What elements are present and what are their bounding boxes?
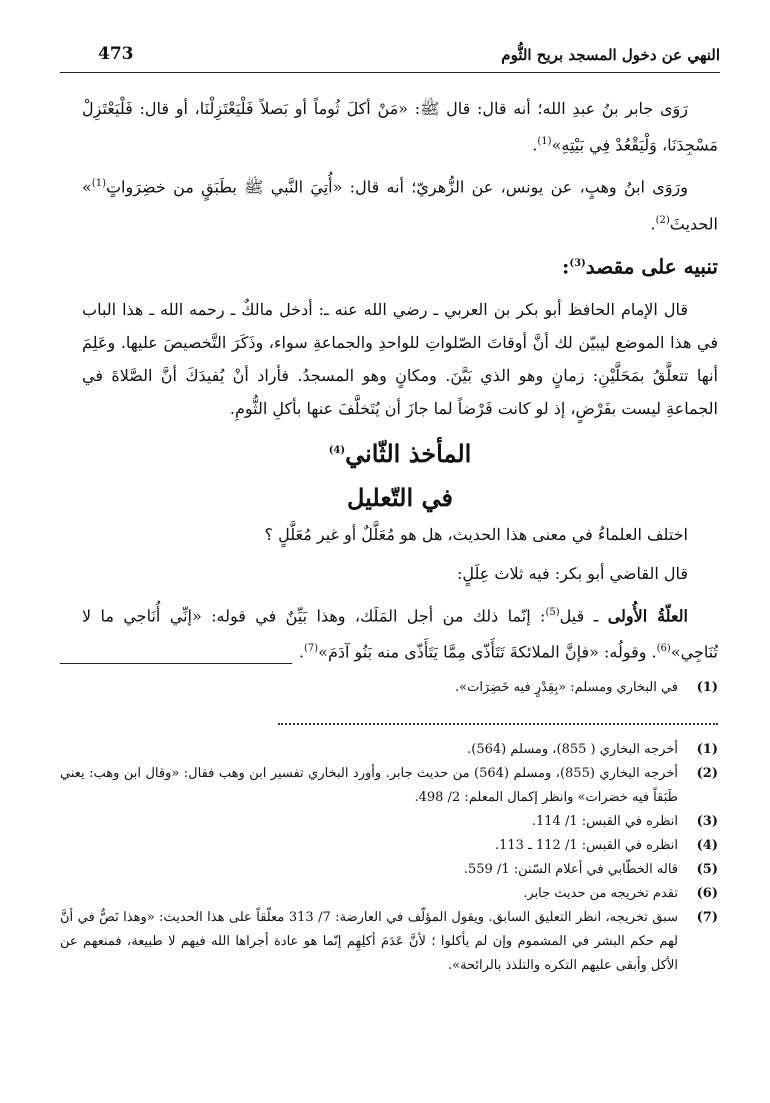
paragraph-text: رَوَى جابر بنُ عبدِ الله؛ أنه قال: قال ﷺ: «مَنْ أكلَ ثُوماً أو بَصلاً فَلْيَعْتَزِلْنَا، أو قال: فَلْيَعْتَزِلْ مَسْجِدَنَا، وَلْيَقْعُدْ فِي بَيْتِهِ» xyxy=(82,99,718,155)
footnote-ref: (2) xyxy=(655,214,670,226)
footnote-ref: (6) xyxy=(656,642,671,654)
footnote-number: (3) xyxy=(696,814,718,829)
footnote-item xyxy=(60,738,718,762)
footnote-ref: (5) xyxy=(545,606,560,618)
footnote-ref: (7) xyxy=(303,642,319,654)
section-title-second xyxy=(82,431,718,474)
paragraph-text: . xyxy=(298,642,304,662)
footnote-text: قاله الخطّابي في أعلام السّنن: 1/ 559. xyxy=(463,862,678,877)
footnotes-editor xyxy=(60,738,718,978)
footnote-text: في البخاري ومسلم: «بِقِدْرٍ فيه خَضِرَات». xyxy=(455,680,678,695)
paragraph-hadith-zuhri xyxy=(82,167,718,240)
footnote-ref: (1) xyxy=(91,178,106,190)
first-cause-label: العلّةُ الأُولى xyxy=(607,605,688,625)
main-text xyxy=(82,92,718,674)
footnote-item xyxy=(60,858,718,882)
paragraph-text: ـ قيل xyxy=(559,605,608,625)
footnote-text: أخرجه البخاري ( 855)، ومسلم (564). xyxy=(467,742,678,757)
page-header xyxy=(60,42,720,73)
paragraph-text: : إنّما ذلك من أجل المَلَك، وهذا بَيِّنٌ في قوله: «إنِّي أُنَاجي ما لا تُنَاجِي» xyxy=(82,605,718,662)
footnote-ref: (3) xyxy=(569,257,586,269)
footnote-item xyxy=(60,810,718,834)
footnote-text: أخرجه البخاري (855)، ومسلم (564) من حديث جابر. وأورد البخاري تفسير ابن وهب فقال: «وقال ابن وهب: يعني طَبَقاً فيه خضرات» وانظر إكمال المعلم: 2/ 498. xyxy=(60,766,678,805)
paragraph-text: . xyxy=(650,213,656,233)
paragraph-ibn-arabi: قال الإمام الحافظ أبو بكر بن العربي ـ رضي الله عنه ـ: أدخل مالكٌ ـ رحمه الله ـ هذا الباب في هذا الموضع ليبيّن لك أنَّ أوقاتَ الصّلواتِ للواحدِ والجماعةِ سواء، وذَكَرَ التَّخصيصَ عليها. وعَلِمَ أنها تتعلَّقُ بمَحَلَّيْنِ: زمانٍ وهو الذي بَيَّنَ. ومكانٍ وهو المسجدُ. فأراد أنْ يُفيدَكَ أنَّ الصَّلاةَ في الجماعةِ ليست بفَرْضٍ، إذ لو كانت فَرْضاً لما جازَ أن يُتَخلَّفَ عنها بأكلِ الثُّومِ. xyxy=(82,299,718,418)
paragraph-disagreement: اختلف العلماءُ في معنى هذا الحديث، هل هو مُعَلَّلٌ أو غير مُعَلَّلٍ ؟ xyxy=(264,524,688,544)
footnote-item xyxy=(60,882,718,906)
footnote-number: (4) xyxy=(696,838,718,853)
paragraph-three-causes: قال القاضي أبو بكر: فيه ثلاث عِلَلٍ: xyxy=(456,563,688,583)
footnote-number: (1) xyxy=(696,680,718,695)
heading-text: تنبيه على مقصد xyxy=(585,254,718,279)
footnote-dotted-divider xyxy=(278,723,718,725)
paragraph-text: ورَوَى ابنُ وهبٍ، عن يونس، عن الزُّهريّ؛ أنه قال: «أُتِيَ النَّبي ﷺ بطَبَقٍ من خضِرَواتٍ xyxy=(105,177,688,197)
footnote-ref: (4) xyxy=(328,444,346,456)
page-number: 473 xyxy=(98,44,134,64)
footnote-number: (7) xyxy=(696,910,718,925)
footnote-text: سبق تخريجه، انظر التعليق السابق. ويقول المؤلّف في العارضة: 7/ 313 معلّقاً على هذا الحديث: «وهذا نَصٌّ في أنَّ لهم حكم البشر في المشموم وإن لم يأكلوا ؛ لأنَّ عَدَمَ أكلِهِم إنّما هو عادة أجراها الله فيهم لا طبيعة، فمنعهم عن الأكل وأبقى عليهم التكره والتلذذ بالرائحة». xyxy=(60,910,679,973)
footnote-item xyxy=(60,906,718,978)
footnote-ref: (1) xyxy=(537,136,552,147)
section-title-text: المأخذ الثّاني xyxy=(345,438,472,468)
footnote-number: (1) xyxy=(696,742,718,757)
footnote-item xyxy=(60,676,718,700)
footnote-number: (2) xyxy=(696,766,718,781)
section-subtitle: في التّعليل xyxy=(347,482,453,512)
footnote-text: انظره في القبس: 1/ 114. xyxy=(531,814,678,829)
heading-colon: : xyxy=(561,254,570,279)
footnote-text: انظره في القبس: 1/ 112 ـ 113. xyxy=(494,838,678,853)
paragraph-text: » الحديثَ xyxy=(82,177,718,233)
footnote-separator xyxy=(60,663,292,664)
footnote-text: تقدم تخريجه من حديث جابر. xyxy=(523,886,678,901)
footnote-number: (6) xyxy=(696,886,718,901)
note-heading xyxy=(82,246,718,285)
footnote-item xyxy=(60,834,718,858)
footnote-item xyxy=(60,762,718,810)
paragraph-first-cause xyxy=(82,596,718,669)
running-title: النهي عن دخول المسجد بريح الثُّوم xyxy=(501,46,720,64)
footnote-number: (5) xyxy=(696,862,718,877)
footnotes-text-variants xyxy=(60,676,718,700)
paragraph-text: . وقولُه: «فإنَّ الملائكةَ تَتَأَذّى مِمَّا يَتَأَذّى منه بَنُو آدَمَ» xyxy=(318,642,657,662)
paragraph-hadith-jabir: رَوَى جابر بنُ عبدِ الله؛ أنه قال: قال ﷺ: «مَنْ أكلَ ثُوماً أو بَصلاً فَلْيَعْتَزِلْنَا، أو قال: فَلْيَعْتَزِلْ مَسْجِدَنَا، وَلْيَقْعُدْ فِي بَيْتِهِ»$^{(1)}$. xyxy=(82,99,718,155)
